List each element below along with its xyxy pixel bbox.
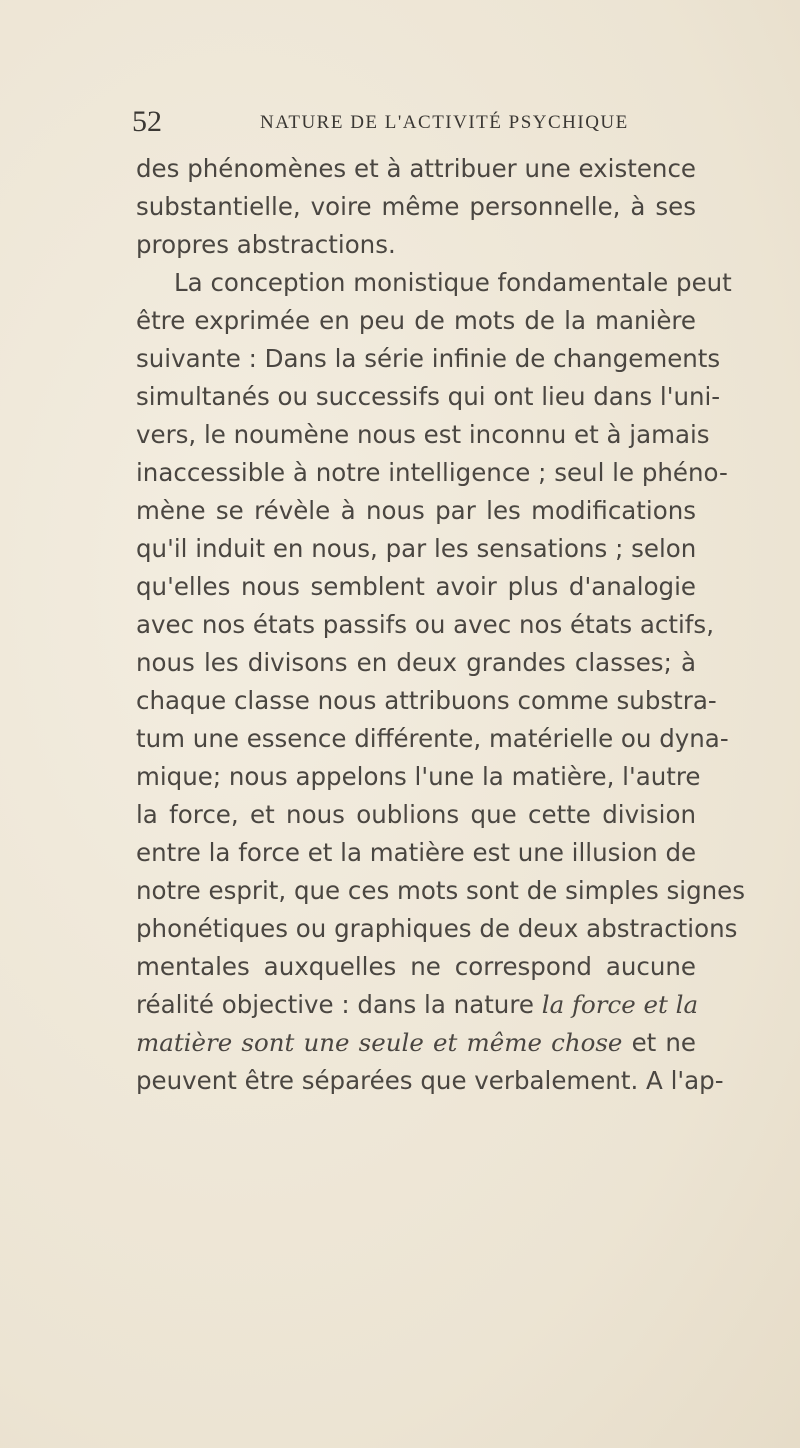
text-line: mène se révèle à nous par les modifications bbox=[136, 496, 696, 525]
text-line: qu'il induit en nous, par les sensations ; selon bbox=[136, 534, 697, 563]
text-line: suivante : Dans la série infinie de changements bbox=[136, 344, 721, 373]
text-line: notre esprit, que ces mots sont de simples signes bbox=[136, 876, 746, 905]
text-line: être exprimée en peu de mots de la manière bbox=[136, 306, 696, 335]
text-line: des phénomènes et à attribuer une existence bbox=[136, 154, 696, 183]
text-line bbox=[136, 986, 699, 1024]
text-line: vers, le noumène nous est inconnu et à jamais bbox=[136, 420, 710, 449]
text-line: phonétiques ou graphiques de deux abstractions bbox=[136, 914, 738, 943]
text-line bbox=[136, 1024, 696, 1062]
text-line: tum une essence différente, matérielle ou dyna- bbox=[136, 724, 729, 753]
text-segment: réalité objective : dans la nature bbox=[136, 990, 542, 1019]
body-text bbox=[136, 150, 746, 1100]
text-line: inaccessible à notre intelligence ; seul le phéno- bbox=[136, 458, 728, 487]
text-line: la force, et nous oublions que cette division bbox=[136, 800, 696, 829]
text-line: avec nos états passifs ou avec nos états actifs, bbox=[136, 610, 714, 639]
italic-text: matière sont une seule et même chose bbox=[136, 1028, 623, 1057]
page-number: 52 bbox=[132, 105, 162, 138]
text-line: mentales auxquelles ne correspond aucune bbox=[136, 952, 696, 981]
text-line: qu'elles nous semblent avoir plus d'analogie bbox=[136, 572, 696, 601]
page-header bbox=[132, 104, 692, 140]
italic-text: la force et la bbox=[541, 990, 699, 1019]
text-segment: et ne bbox=[622, 1028, 696, 1057]
text-line: propres abstractions. bbox=[136, 230, 396, 259]
text-line: peuvent être séparées que verbalement. A l'ap- bbox=[136, 1066, 724, 1095]
text-line: simultanés ou successifs qui ont lieu dans l'uni- bbox=[136, 382, 721, 411]
text-line: chaque classe nous attribuons comme substra- bbox=[136, 686, 717, 715]
text-line: La conception monistique fondamentale peut bbox=[174, 268, 732, 297]
text-line: nous les divisons en deux grandes classes; à bbox=[136, 648, 696, 677]
text-line: entre la force et la matière est une illusion de bbox=[136, 838, 697, 867]
text-line: substantielle, voire même personnelle, à ses bbox=[136, 192, 696, 221]
running-head: NATURE DE L'ACTIVITÉ PSYCHIQUE bbox=[260, 112, 629, 133]
text-line: mique; nous appelons l'une la matière, l'autre bbox=[136, 762, 701, 791]
